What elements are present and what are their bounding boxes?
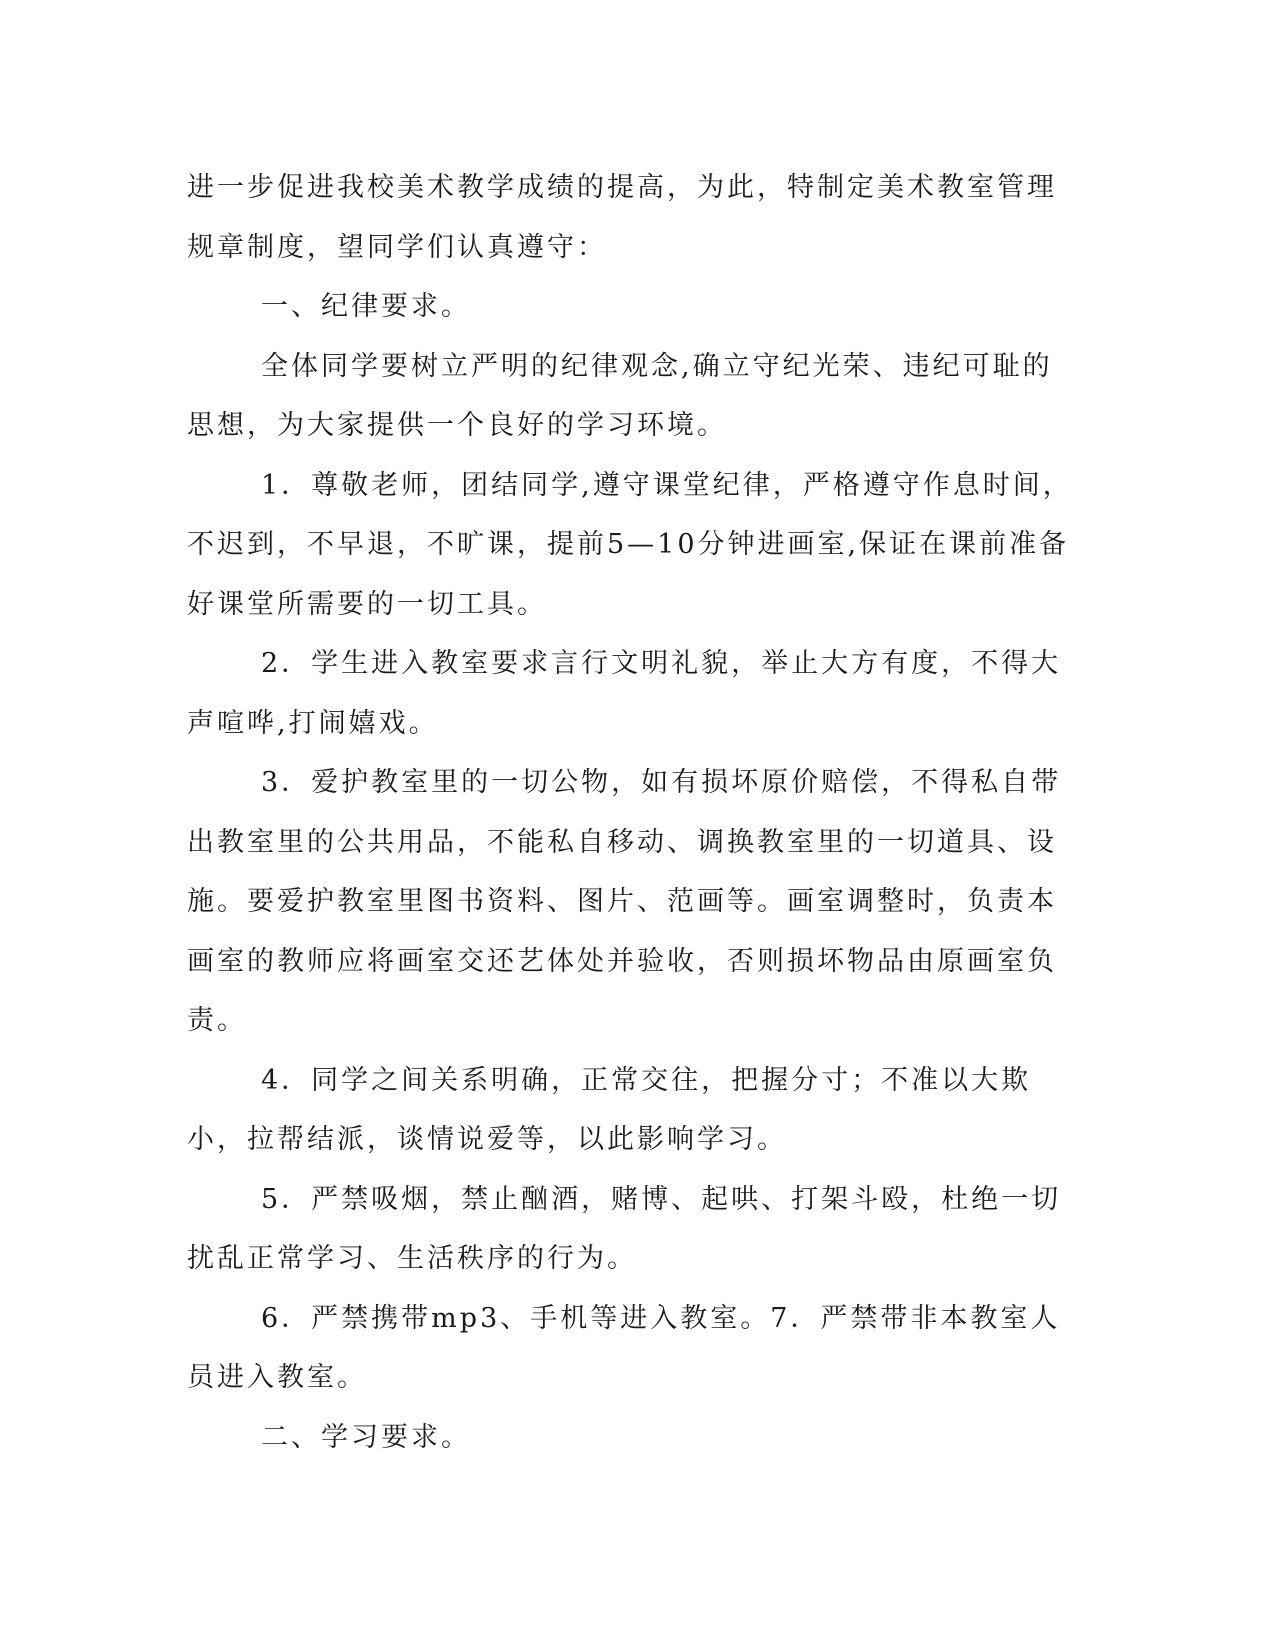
rule-paragraph-3: 3．爱护教室里的一切公物，如有损坏原价赔偿，不得私自带出教室里的公共用品，不能私自移动、调换教室里的一切道具、设施。要爱护教室里图书资料、图片、范画等。画室调整时，负责本画室的教师应将画室交还艺体处并验收，否则损坏物品由原画室负责。 xyxy=(187,767,1062,1036)
rule-paragraph-5: 5．严禁吸烟，禁止酗酒，赌博、起哄、打架斗殴，杜绝一切扰乱正常学习、生活秩序的行为。 xyxy=(187,1183,1062,1274)
intro-paragraph: 进一步促进我校美术教学成绩的提高，为此，特制定美术教室管理规章制度，望同学们认真遵守： xyxy=(187,172,1057,263)
discipline-intro-paragraph: 全体同学要树立严明的纪律观念,确立守纪光荣、违纪可耻的思想，为大家提供一个良好的学习环境。 xyxy=(187,350,1053,441)
rule-paragraph-6-7: 6．严禁携带mp3、手机等进入教室。7．严禁带非本教室人员进入教室。 xyxy=(187,1302,1061,1393)
rule-paragraph-4: 4．同学之间关系明确，正常交往，把握分寸；不准以大欺小，拉帮结派，谈情说爱等，以此影响学习。 xyxy=(187,1064,1032,1155)
rule-paragraph-2: 2．学生进入教室要求言行文明礼貌，举止大方有度，不得大声喧哗,打闹嬉戏。 xyxy=(187,648,1062,739)
document-body xyxy=(187,158,1077,1467)
rule-paragraph-1: 1．尊敬老师，团结同学,遵守课堂纪律，严格遵守作息时间，不迟到，不早退，不旷课，提前5—10分钟进画室,保证在课前准备好课堂所需要的一切工具。 xyxy=(187,469,1073,620)
section-heading-study: 二、学习要求。 xyxy=(261,1421,471,1453)
section-heading-discipline: 一、纪律要求。 xyxy=(261,291,471,322)
